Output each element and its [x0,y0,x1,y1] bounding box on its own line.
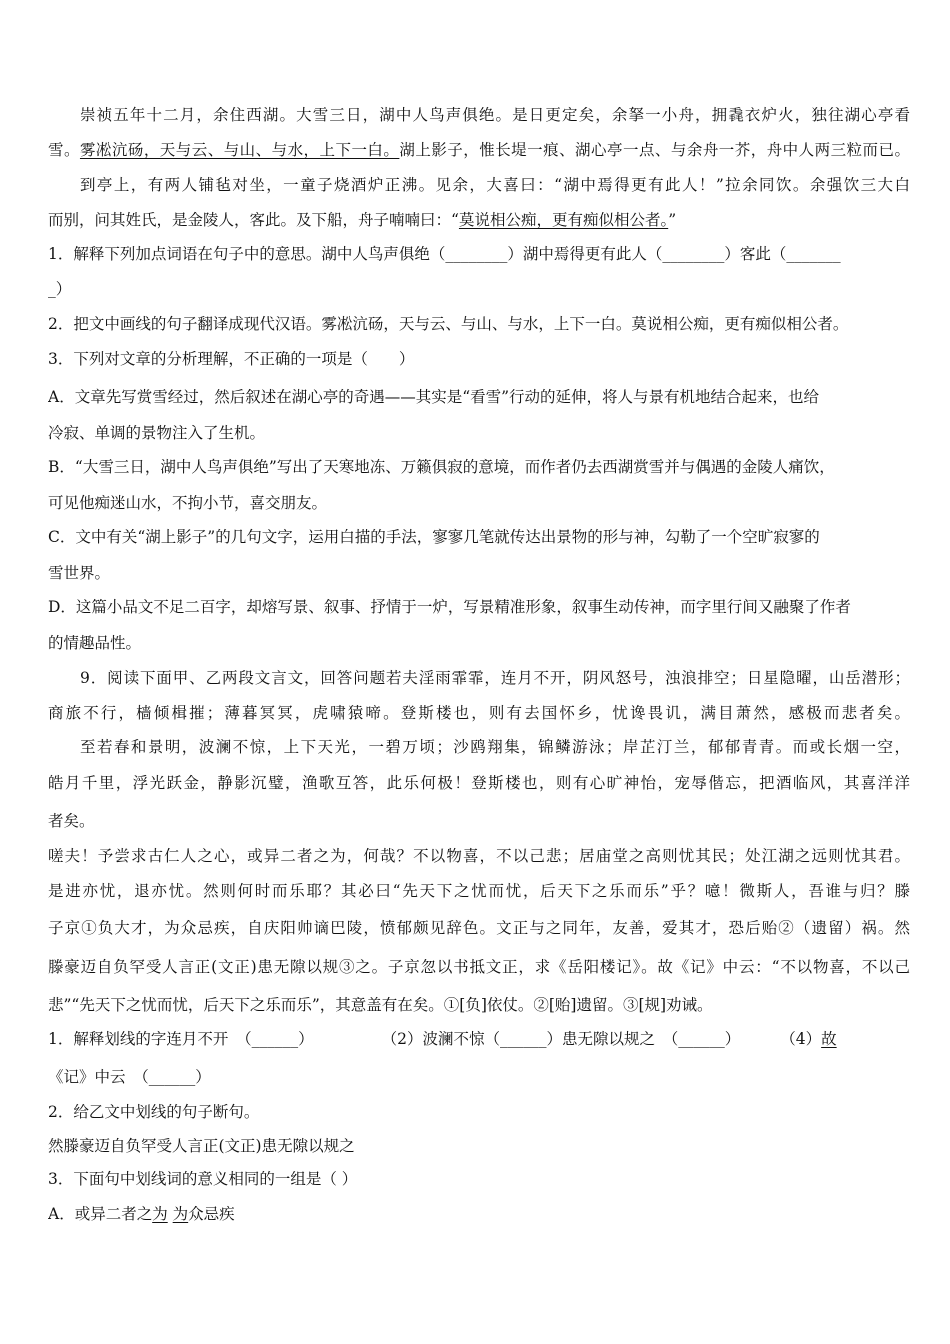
underlined-sentence: 莫说相公痴，更有痴似相公者。 [458,211,669,229]
passage2-line: 是进亦忧，退亦忧。然则何时而乐耶？其必曰“先天下之忧而忧，后天下之乐而乐”乎？噫！微斯人，吾谁与归？滕 [48,882,910,900]
text-span: 而别，问其姓氏，是金陵人，客此。及下船，舟子喃喃曰：“ [48,211,459,229]
text-span: 雪。 [48,141,80,159]
question-1: 1．解释下列加点词语在句子中的意思。湖中人鸟声俱绝（________）湖中焉得更有此人（________）客此（_______ [48,245,841,263]
passage2-line: 者矣。 [48,812,95,830]
text-span: A．或异二者之 [48,1205,153,1223]
option-b-cont: 可见他痴迷山水，不拘小节，喜交朋友。 [48,494,328,512]
text-span: 众忌疾 [188,1205,235,1223]
question2-1-cont: 《记》中云 （______） [48,1068,211,1086]
passage1-line [48,209,910,231]
underlined-word: 为 [152,1205,168,1223]
question2-2-sentence: 然滕豪迈自负罕受人言正(文正)患无隙以规之 [48,1137,355,1155]
passage1-line [48,139,910,161]
text-span: 湖上影子，惟长堤一痕、湖心亭一点、与余舟一芥，舟中人两三粒而已。 [399,141,910,159]
question-9: 9．阅读下面甲、乙两段文言文，回答问题若夫淫雨霏霏，连月不开，阴风怒号，浊浪排空；日星隐曜，山岳潜形； [80,669,910,687]
question2-2: 2．给乙文中划线的句子断句。 [48,1103,260,1121]
text-span: 1．解释划线的字连月不开 （______） [48,1030,314,1048]
option-b: B．“大雪三日，湖中人鸟声俱绝”写出了天寒地冻、万籁俱寂的意境，而作者仍去西湖赏雪并与偶遇的金陵人痛饮， [48,458,835,476]
underlined-word: 为 [172,1205,189,1223]
passage2-line: 子京①负大才，为众忌疾，自庆阳帅谪巴陵，愤郁颇见辞色。文正与之同年，友善，爱其才，恐后贻②（遗留）祸。然 [48,919,910,937]
option2-a [48,1203,910,1225]
passage1-line: 到亭上，有两人铺毡对坐，一童子烧酒炉正沸。见余，大喜曰：“湖中焉得更有此人！”拉余同饮。余强饮三大白 [80,176,910,194]
passage2-line: 皓月千里，浮光跃金，静影沉璧，渔歌互答，此乐何极！登斯楼也，则有心旷神怡，宠辱偕忘，把酒临风，其喜洋洋 [48,774,910,792]
option-d: D．这篇小品文不足二百字，却熔写景、叙事、抒情于一炉，写景精准形象，叙事生动传神，而字里行间又融聚了作者 [48,598,851,616]
option-a-cont: 冷寂、单调的景物注入了生机。 [48,424,266,442]
question-2: 2．把文中画线的句子翻译成现代汉语。雾凇沆砀，天与云、与山、与水，上下一白。莫说相公痴，更有痴似相公者。 [48,315,849,333]
passage2-line: 悲”“先天下之忧而忧，后天下之乐而乐”，其意盖有在矣。①[负]依仗。②[贻]遗留。③[规]劝诫。 [48,996,713,1014]
passage2-line: 滕豪迈自负罕受人言正(文正)患无隙以规③之。子京忽以书抵文正，求《岳阳楼记》。故《记》中云：“不以物喜，不以己 [48,958,910,976]
text-span: ” [668,211,677,229]
passage2-line: 商旅不行，樯倾楫摧；薄暮冥冥，虎啸猿啼。登斯楼也，则有去国怀乡，忧谗畏讥，满目萧然，感极而悲者矣。 [48,704,910,722]
question-1-cont: _） [48,280,72,298]
option-c-cont: 雪世界。 [48,564,111,582]
passage1-line: 崇祯五年十二月，余住西湖。大雪三日，湖中人鸟声俱绝。是日更定矣，余拏一小舟，拥毳衣炉火，独往湖心亭看 [80,106,910,124]
underlined-sentence: 雾凇沆砀，天与云、与山、与水，上下一白。 [79,141,400,159]
passage2-line: 嗟夫！予尝求古仁人之心，或异二者之为，何哉？不以物喜，不以己悲；居庙堂之高则忧其民；处江湖之远则忧其君。 [48,847,910,865]
text-span: （4） [780,1030,822,1048]
option-a: A．文章先写赏雪经过，然后叙述在湖心亭的奇遇——其实是“看雪”行动的延伸，将人与景有机地结合起来，也给 [48,388,820,406]
question2-3: 3．下面句中划线词的意义相同的一组是（ ） [48,1170,358,1188]
underlined-word: 故 [821,1030,837,1048]
question2-1 [48,1028,910,1050]
text-span: （2）波澜不惊（______）患无隙以规之 （______） [381,1030,741,1048]
question-3: 3．下列对文章的分析理解，不正确的一项是（ ） [48,350,415,368]
passage2-line: 至若春和景明，波澜不惊，上下天光，一碧万顷；沙鸥翔集，锦鳞游泳；岸芷汀兰，郁郁青青。而或长烟一空， [80,738,910,756]
option-c: C．文中有关“湖上影子”的几句文字，运用白描的手法，寥寥几笔就传达出景物的形与神，勾勒了一个空旷寂寥的 [48,528,820,546]
option-d-cont: 的情趣品性。 [48,634,142,652]
